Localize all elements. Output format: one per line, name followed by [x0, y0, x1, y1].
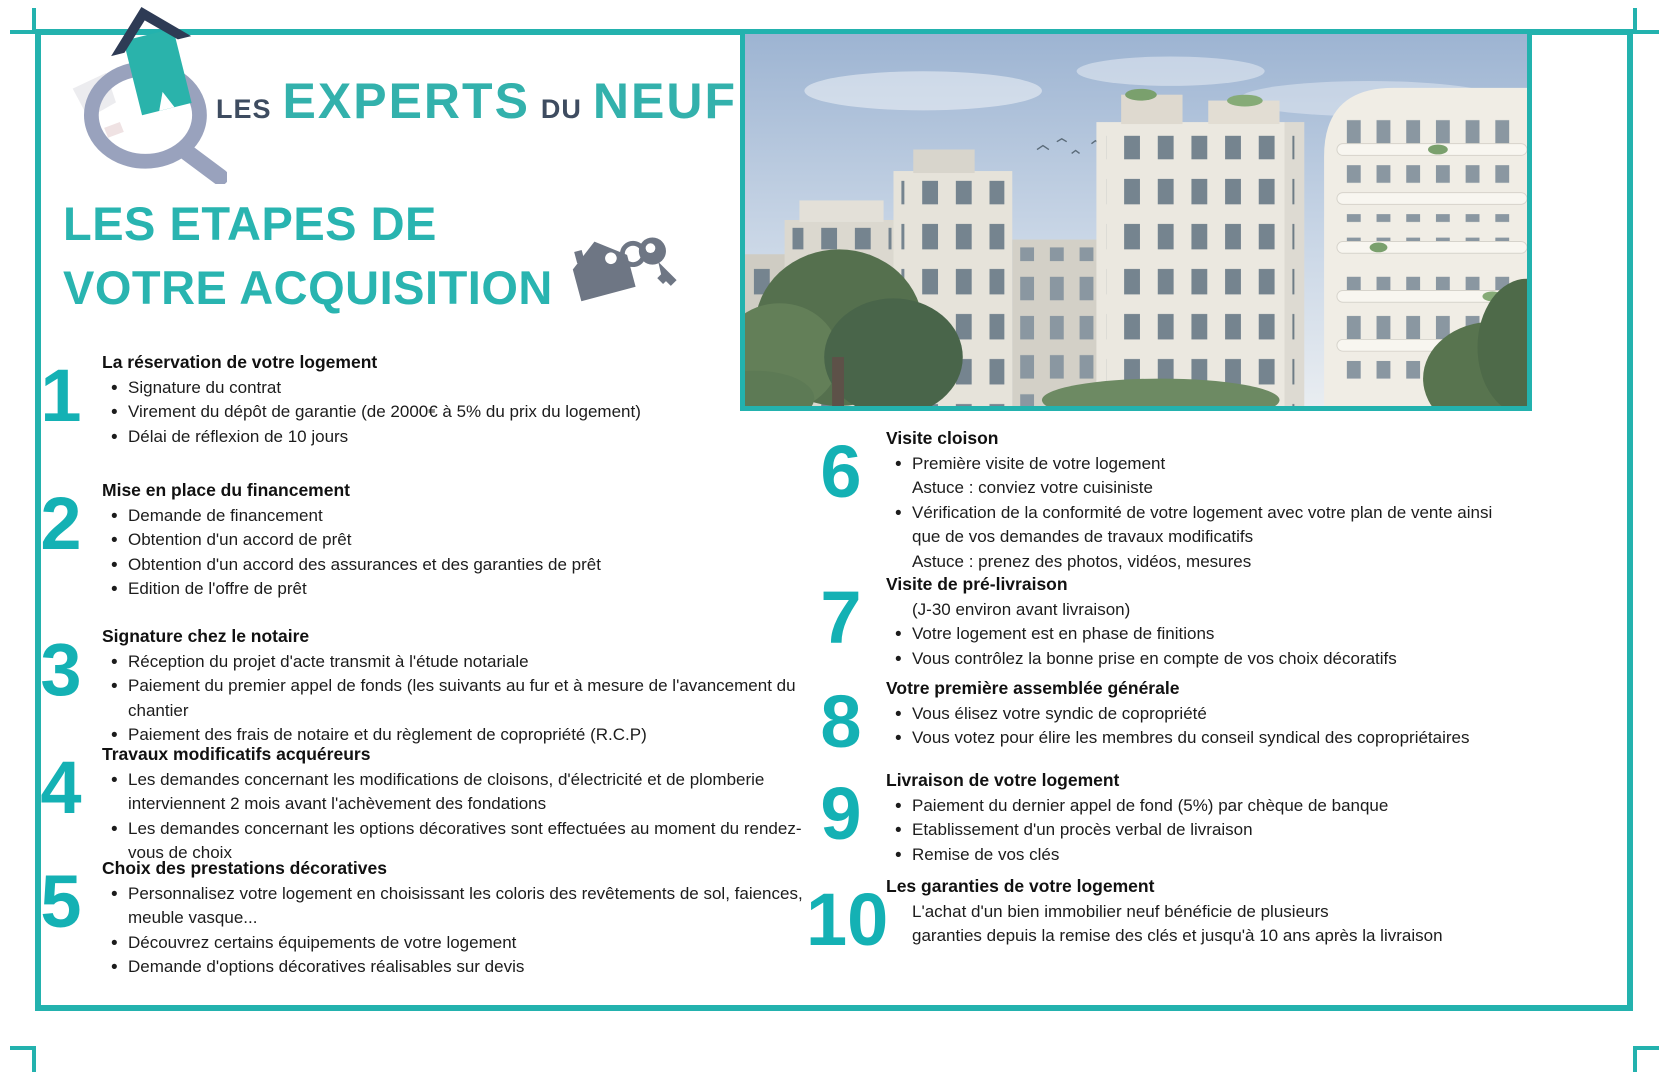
step-6: [806, 428, 1504, 574]
step-9-list: [886, 794, 1504, 867]
step-8-item: • Vous votez pour élire les membres du conseil syndical des copropriétaires: [886, 726, 1504, 750]
logo-word-neuf: NEUF: [592, 73, 738, 129]
step-9-item: • Paiement du dernier appel de fond (5%) par chèque de banque: [886, 794, 1504, 818]
step-5: [30, 858, 807, 980]
step-10-text: garanties depuis la remise des clés et jusqu'à 10 ans après la livraison: [912, 926, 1443, 946]
step-4-item: • Les demandes concernant les options décoratives sont effectuées au moment du rendez-vous de choix: [102, 817, 807, 866]
logo-word-du: DU: [540, 94, 582, 124]
step-7: [806, 574, 1504, 671]
step-9-number: 9: [820, 772, 862, 855]
step-4-title: Travaux modificatifs acquéreurs: [102, 744, 371, 764]
step-9-item: • Etablissement d'un procès verbal de livraison: [886, 818, 1504, 842]
step-2-number: 2: [40, 482, 82, 565]
building-photo: [740, 29, 1532, 411]
step-5-list: [102, 882, 807, 980]
step-1-item: • Délai de réflexion de 10 jours: [102, 425, 807, 449]
step-9-item: • Remise de vos clés: [886, 843, 1504, 867]
step-3-item: • Paiement des frais de notaire et du règlement de copropriété (R.C.P): [102, 723, 807, 747]
step-6-number: 6: [820, 430, 862, 513]
step-3-list: [102, 650, 807, 748]
step-6-note: Astuce : conviez votre cuisiniste: [912, 478, 1153, 498]
step-4-item: • Les demandes concernant les modifications de cloisons, d'électricité et de plomberie interviennent 2 mois avant l'achèvement des fondations: [102, 768, 807, 817]
step-4: [30, 744, 807, 866]
page-title-line2: VOTRE ACQUISITION: [63, 261, 553, 314]
step-1-list: [102, 376, 807, 449]
page-title-line1: LES ETAPES DE: [63, 197, 437, 250]
step-7-item: • Votre logement est en phase de finitions: [886, 622, 1504, 646]
step-3-item: • Paiement du premier appel de fonds (les suivants au fur et à mesure de l'avancement du chantier: [102, 674, 807, 723]
step-1-number: 1: [40, 354, 82, 437]
step-1-item: • Virement du dépôt de garantie (de 2000€ à 5% du prix du logement): [102, 400, 807, 424]
step-2-item: • Edition de l'offre de prêt: [102, 577, 807, 601]
step-4-list: [102, 768, 807, 866]
step-6-item: • Première visite de votre logement: [886, 452, 1504, 476]
logo-wordmark: [216, 72, 737, 130]
corner-mark-top-right: [1633, 8, 1659, 34]
step-1: [30, 352, 807, 449]
step-8-item: • Vous élisez votre syndic de copropriété: [886, 702, 1504, 726]
corner-mark-bottom-right: [1633, 1046, 1659, 1072]
step-2-item: • Obtention d'un accord des assurances et des garanties de prêt: [102, 553, 807, 577]
corner-mark-bottom-left: [10, 1046, 36, 1072]
logo-word-les: LES: [216, 94, 272, 124]
logo-word-experts: EXPERTS: [282, 73, 530, 129]
step-10: [806, 876, 1504, 961]
step-3-item: • Réception du projet d'acte transmit à l'étude notariale: [102, 650, 807, 674]
step-10-title: Les garanties de votre logement: [886, 876, 1155, 896]
step-7-note: (J-30 environ avant livraison): [912, 600, 1131, 619]
step-8-list: [886, 702, 1504, 751]
step-7-item: • Vous contrôlez la bonne prise en compte de vos choix décoratifs: [886, 647, 1504, 671]
step-10-list: [886, 900, 1504, 949]
step-5-item: • Découvrez certains équipements de votre logement: [102, 931, 807, 955]
step-5-item: • Personnalisez votre logement en choisissant les coloris des revêtements de sol, faiences, meuble vasque...: [102, 882, 807, 931]
step-7-list: [886, 598, 1504, 671]
step-5-number: 5: [40, 860, 82, 943]
step-6-title: Visite cloison: [886, 428, 999, 448]
magnifier-house-logo-icon: [55, 2, 227, 184]
corner-mark-top-left: [10, 8, 36, 34]
step-3-number: 3: [40, 628, 82, 711]
step-9-title: Livraison de votre logement: [886, 770, 1120, 790]
building-photo-art: [745, 34, 1527, 406]
house-keys-icon: [558, 222, 680, 314]
step-1-title: La réservation de votre logement: [102, 352, 378, 372]
step-2: [30, 480, 807, 602]
step-2-item: • Demande de financement: [102, 504, 807, 528]
step-8: [806, 678, 1504, 763]
step-2-item: • Obtention d'un accord de prêt: [102, 528, 807, 552]
step-5-title: Choix des prestations décoratives: [102, 858, 387, 878]
step-10-number: 10: [806, 878, 889, 961]
step-6-note: Astuce : prenez des photos, vidéos, mesures: [912, 551, 1252, 571]
step-2-list: [102, 504, 807, 602]
page-title: [63, 192, 553, 320]
step-8-number: 8: [820, 680, 862, 763]
step-2-title: Mise en place du financement: [102, 480, 350, 500]
step-10-text: L'achat d'un bien immobilier neuf bénéficie de plusieurs: [912, 902, 1329, 921]
step-1-item: • Signature du contrat: [102, 376, 807, 400]
step-3-title: Signature chez le notaire: [102, 626, 310, 646]
step-6-item: • Vérification de la conformité de votre logement avec votre plan de vente ainsi que de vos demandes de travaux modificatifs: [886, 501, 1504, 550]
step-4-number: 4: [40, 746, 82, 829]
step-6-list: [886, 452, 1504, 574]
step-8-title: Votre première assemblée générale: [886, 678, 1180, 698]
step-9: [806, 770, 1504, 867]
step-3: [30, 626, 807, 748]
step-7-number: 7: [820, 576, 862, 659]
step-5-item: • Demande d'options décoratives réalisables sur devis: [102, 955, 807, 979]
step-7-title: Visite de pré-livraison: [886, 574, 1068, 594]
